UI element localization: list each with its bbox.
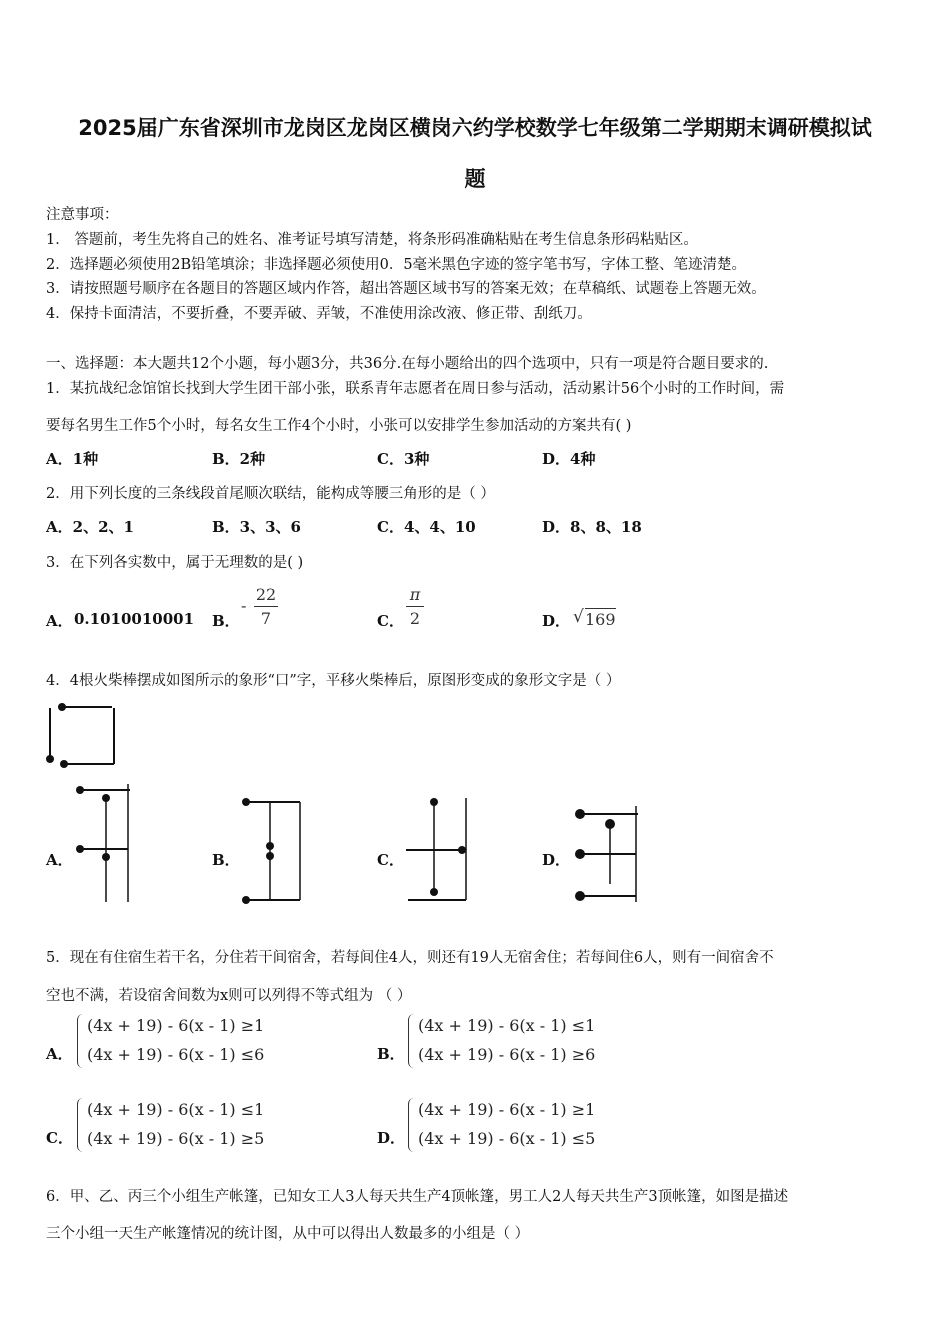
notice-item-4: 4．保持卡面清洁，不要折叠，不要弄破、弄皱，不准使用涂改液、修正带、刮纸刀。 [46, 306, 592, 322]
q3-option-b-numerator: 22 [255, 585, 277, 604]
q4-option-b-figure [238, 794, 304, 906]
q3-option-c-numerator: π [409, 585, 421, 604]
q1-text-line2: 要每名男生工作5个小时，每名女生工作4个小时，小张可以安排学生参加活动的方案共有( ) [46, 418, 632, 434]
q2-option-c: C．4、4、10 [377, 518, 476, 536]
q5-option-a-system [77, 1014, 337, 1070]
q5-option-b-system [408, 1014, 668, 1070]
page-title-line2: 题 [464, 167, 486, 191]
q5-option-d-label: D． [377, 1129, 406, 1147]
notice-heading: 注意事项： [46, 207, 119, 223]
q5-option-a-row2: (4x + 19) - 6(x - 1) ≤6 [87, 1045, 265, 1064]
q6-text-line1: 6．甲、乙、丙三个小组生产帐篷，已知女工人3人每天共生产4顶帐篷，男工人2人每天共生产3顶帐篷，如图是描述 [46, 1189, 789, 1205]
q2-option-b: B．3、3、6 [212, 518, 301, 536]
q5-option-b-row1: (4x + 19) - 6(x - 1) ≤1 [418, 1016, 596, 1035]
q5-option-c-row1: (4x + 19) - 6(x - 1) ≤1 [87, 1100, 265, 1119]
q5-option-d-row1: (4x + 19) - 6(x - 1) ≥1 [418, 1100, 596, 1119]
q4-text: 4．4根火柴棒摆成如图所示的象形“口”字，平移火柴棒后，原图形变成的象形文字是（ ） [46, 673, 621, 689]
q3-option-c-fraction [406, 585, 424, 628]
q4-option-b-label: B． [212, 851, 240, 869]
q1-option-c: C．3种 [377, 450, 430, 468]
q3-option-a-value: 0.1010010001 [74, 610, 195, 628]
q5-option-d-system [408, 1098, 668, 1154]
q4-original-figure [44, 700, 120, 770]
q3-option-a-label: A． [46, 612, 73, 630]
q4-option-c-label: C． [377, 851, 404, 869]
q3-option-d-radicand: 169 [585, 610, 616, 629]
q3-option-b-label: B． [212, 612, 240, 630]
q4-option-d-label: D． [542, 851, 571, 869]
q3-option-b-sign: - [241, 596, 247, 615]
q4-option-a-figure [72, 782, 132, 904]
q2-text: 2．用下列长度的三条线段首尾顺次联结，能构成等腰三角形的是（ ） [46, 486, 495, 502]
q1-option-a: A．1种 [46, 450, 99, 468]
page-title-line1: 2025届广东省深圳市龙岗区龙岗区横岗六约学校数学七年级第二学期期末调研模拟试 [78, 116, 872, 140]
q5-option-b-label: B． [377, 1045, 405, 1063]
q3-option-d-label: D． [542, 612, 571, 630]
q3-option-b-denominator: 7 [260, 609, 272, 628]
q2-option-a: A．2、2、1 [46, 518, 134, 536]
q1-text-line1: 1．某抗战纪念馆馆长找到大学生团干部小张，联系青年志愿者在周日参与活动，活动累计56个小时的工作时间，需 [46, 381, 785, 397]
q5-option-c-system [77, 1098, 337, 1154]
q3-text: 3．在下列各实数中，属于无理数的是( ) [46, 555, 304, 571]
q5-text-line1: 5．现在有住宿生若干名，分住若干间宿舍，若每间住4人，则还有19人无宿舍住；若每间住6人，则有一间宿舍不 [46, 950, 774, 966]
q3-option-c-denominator: 2 [409, 609, 421, 628]
q5-option-c-row2: (4x + 19) - 6(x - 1) ≥5 [87, 1129, 265, 1148]
q5-option-c-label: C． [46, 1129, 73, 1147]
q3-option-c-label: C． [377, 612, 404, 630]
q5-option-a-label: A． [46, 1045, 73, 1063]
q3-option-d-radical-sign: √ [573, 607, 584, 627]
q6-text-line2: 三个小组一天生产帐篷情况的统计图，从中可以得出人数最多的小组是（ ） [46, 1226, 530, 1242]
notice-item-2: 2．选择题必须使用2B铅笔填涂；非选择题必须使用0．5毫米黑色字迹的签字笔书写，字体工整、笔迹清楚。 [46, 257, 747, 273]
notice-item-3: 3．请按照题号顺序在各题目的答题区域内作答，超出答题区域书写的答案无效；在草稿纸、试题卷上答题无效。 [46, 281, 766, 297]
q3-option-b-fraction [254, 585, 278, 628]
q4-option-c-figure [402, 794, 472, 906]
q5-option-a-row1: (4x + 19) - 6(x - 1) ≥1 [87, 1016, 265, 1035]
q5-text-line2: 空也不满，若设宿舍间数为x则可以列得不等式组为 （ ） [46, 988, 412, 1004]
q5-option-d-row2: (4x + 19) - 6(x - 1) ≤5 [418, 1129, 596, 1148]
section-heading: 一、选择题：本大题共12个小题，每小题3分，共36分.在每小题给出的四个选项中，只有一项是符合题目要求的. [46, 356, 769, 372]
q2-option-d: D．8、8、18 [542, 518, 642, 536]
notice-item-1: 1． 答题前，考生先将自己的姓名、准考证号填写清楚，将条形码准确粘贴在考生信息条形码粘贴区。 [46, 232, 698, 248]
q1-option-d: D．4种 [542, 450, 596, 468]
q1-option-b: B．2种 [212, 450, 266, 468]
q4-option-d-figure [570, 802, 642, 906]
q5-option-b-row2: (4x + 19) - 6(x - 1) ≥6 [418, 1045, 596, 1064]
q4-option-a-label: A． [46, 851, 73, 869]
